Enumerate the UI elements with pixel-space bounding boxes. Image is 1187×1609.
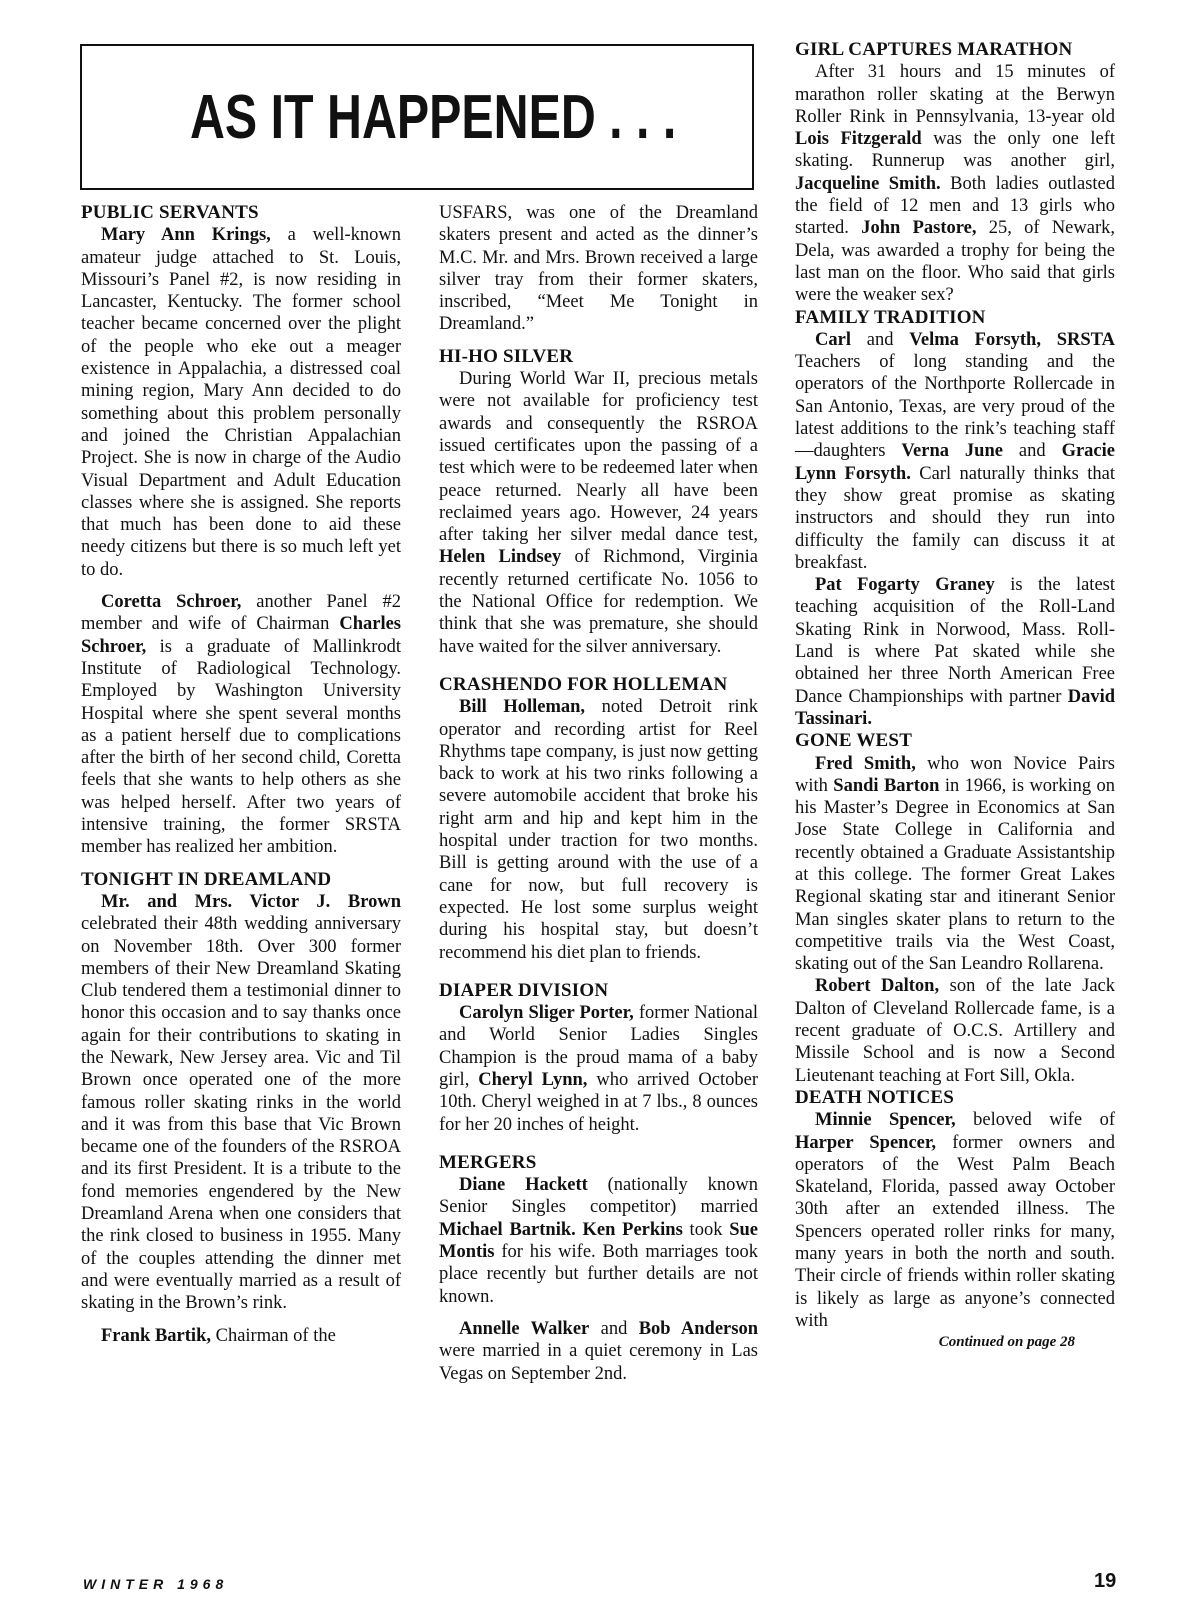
article-paragraph bbox=[81, 224, 401, 581]
name-highlight: David Tassinari. bbox=[795, 686, 1115, 729]
text-run: celebrated their 48th wedding anniversary on November 18th. Over 300 former members of their New Dreamland Skating Club tendered them a testimonial dinner to honor this occasion and to say thanks once again for their contributions to skating in the Newark, New Jersey area. Vic and Til Brown once operated one of the more famous roller skating rinks in the world and it was from this base that Vic Brown became one of the founders of the RSROA and its first President. It is a tribute to the fond memories engendered by the New Dreamland Arena when one considers that the rink closed to business in 1955. Many of the couples attending the dinner met and were eventually married as a result of skating in the Brown’s rink. bbox=[81, 914, 401, 1314]
text-run: Carl naturally thinks that they show great promise as skating instructors and should they run into difficulty the family can discuss it at breakfast. bbox=[795, 463, 1116, 573]
column-3 bbox=[795, 39, 1115, 1352]
text-run: 25, of Newark, Dela, was awarded a trophy for being the last man on the floor. Who said that girls were the weaker sex? bbox=[795, 218, 1116, 306]
section-heading: PUBLIC SERVANTS bbox=[81, 202, 259, 223]
article-paragraph bbox=[795, 61, 1115, 306]
article-paragraph bbox=[439, 368, 758, 658]
text-run: was the only one left skating. Runnerup was another girl, bbox=[795, 129, 1115, 172]
column-1 bbox=[81, 202, 401, 1347]
name-highlight: Mr. and Mrs. Victor J. Brown bbox=[101, 891, 401, 912]
text-run: Both ladies outlasted the field of 12 men and 13 girls who started. bbox=[795, 173, 1115, 239]
text-run: were married in a quiet ceremony in Las Vegas on September 2nd. bbox=[439, 1341, 758, 1384]
text-run: and bbox=[850, 329, 910, 350]
section-heading: DIAPER DIVISION bbox=[439, 979, 609, 1001]
name-highlight: Coretta Schroer, bbox=[101, 592, 242, 613]
text-run: Chairman of the bbox=[210, 1325, 336, 1346]
section-heading: TONIGHT IN DREAMLAND bbox=[81, 868, 332, 890]
text-run: noted Detroit rink operator and recording artist for Reel Rhythms tape company, is just now getting back to work at his two rinks following a severe automobile accident that broke his right arm and hip and kept him in the hospital under traction for two months. Bill is getting around with the use of a cane for now, but full recovery is expected. He lost some surplus weight during his hospital stay, but doesn’t recommend his diet plan to friends. bbox=[439, 697, 758, 963]
section-heading: GIRL CAPTURES MARATHON bbox=[795, 39, 1073, 60]
name-highlight: Carl bbox=[815, 329, 851, 350]
text-run: in 1966, is working on his Master’s Degree in Economics at San Jose State College in California and recently obtained a Graduate Assistantship at this college. The former Great Lakes Regional skating star and itinerant Senior Man singles skater plans to return to the competitive trails via the West Coast, skating out of the San Leandro Rollarena. bbox=[795, 775, 1116, 975]
page-number: 19 bbox=[1094, 1570, 1117, 1592]
text-run: former owners and operators of the West Palm Beach Skateland, Florida, passed away October 30th after an extended illness. The Spencers operated roller rinks for many, many years in both the north and south. Their circle of friends within roller skating is likely as large as anyone’s connected with bbox=[795, 1132, 1115, 1331]
text-run: another Panel #2 member and wife of Chairman bbox=[81, 592, 401, 635]
section-heading: HI-HO SILVER bbox=[439, 345, 574, 367]
text-run: USFARS, was one of the Dreamland skaters present and acted as the dinner’s M.C. Mr. and Mrs. Brown received a large silver tray from their former skaters, inscribed, “Meet Me Tonight in Dreamland.” bbox=[439, 203, 758, 335]
article-paragraph bbox=[81, 1325, 401, 1347]
text-run: son of the late Jack Dalton of Cleveland Rollercade fame, is a recent graduate of O.C.S. Artillery and Missile School and is now a Second Lieutenant teaching at Fort Sill, Okla. bbox=[795, 976, 1115, 1086]
text-run: After 31 hours and 15 minutes of marathon roller skating at the Berwyn Roller Rink in Pennsylvania, 13-year old bbox=[795, 62, 1115, 127]
name-highlight: Carolyn Sliger Porter, bbox=[459, 1003, 634, 1024]
name-highlight: Fred Smith, bbox=[815, 753, 916, 774]
name-highlight: Pat Fogarty Graney bbox=[815, 575, 995, 596]
text-run: Teachers of long standing and the operators of the Northporte Rollercade in San Antonio, Texas, are very proud of the latest additions to the rink’s teaching staff—daughters bbox=[795, 352, 1115, 462]
text-run: who won Novice Pairs with bbox=[795, 753, 1115, 796]
text-run: of Richmond, Virginia recently returned certificate No. 1056 to the National Office for redemption. We think that she was premature, she should have waited for the silver anniversary. bbox=[439, 547, 758, 657]
name-highlight: Verna June bbox=[901, 441, 1003, 462]
text-run: is the latest teaching acquisition of the Roll-Land Skating Rink in Norwood, Mass. Roll-Land is where Pat skated while she obtained her three North American Free Dance Championships with partner bbox=[795, 575, 1115, 707]
name-highlight: Helen Lindsey bbox=[439, 547, 562, 568]
text-run: who arrived October 10th. Cheryl weighed in at 7 lbs., 8 ounces for her 20 inches of height. bbox=[439, 1069, 758, 1135]
text-run: a well-known amateur judge attached to St. Louis, Missouri’s Panel #2, is now residing in Lancaster, Kentucky. The former school teacher became concerned over the plight of the people who eke out a meager existence in Appalachia, a distressed coal mining region, Mary Ann decided to do something about this problem personally and joined the Christian Appalachian Project. She is now in charge of the Audio Visual Department and Adult Education classes where she is assigned. She reports that much has been done to aid these needy citizens but there is so much left yet to do. bbox=[81, 225, 401, 580]
text-run: During World War II, precious metals were not available for proficiency test awards and consequently the RSROA issued certificates upon the passing of a test which were to be redeemed later when peace returned. Nearly all have been reclaimed years ago. However, 24 years after taking her silver medal dance test, bbox=[439, 369, 758, 546]
issue-label: WINTER 1968 bbox=[83, 1576, 229, 1592]
continued-note: Continued on page 28 bbox=[938, 1334, 1075, 1351]
article-paragraph bbox=[795, 975, 1115, 1086]
article-paragraph bbox=[439, 1002, 758, 1136]
section-heading: DEATH NOTICES bbox=[795, 1086, 955, 1108]
name-highlight: Harper Spencer, bbox=[795, 1132, 937, 1153]
article-paragraph bbox=[795, 753, 1115, 976]
name-highlight: Mary Ann Krings, bbox=[101, 225, 271, 246]
name-highlight: Gracie Lynn Forsyth. bbox=[795, 441, 1115, 484]
article-paragraph bbox=[81, 891, 401, 1315]
text-run: and bbox=[1002, 441, 1062, 462]
text-run: and bbox=[589, 1318, 639, 1339]
name-highlight: Robert Dalton, bbox=[815, 976, 940, 997]
name-highlight: Jacqueline Smith. bbox=[795, 173, 941, 194]
name-highlight: Frank Bartik, bbox=[101, 1325, 211, 1346]
text-run: took bbox=[682, 1219, 730, 1240]
name-highlight: Sandi Barton bbox=[833, 775, 940, 796]
section-heading: GONE WEST bbox=[795, 730, 913, 752]
name-highlight: Velma Forsyth, SRSTA bbox=[909, 329, 1115, 350]
article-paragraph bbox=[439, 1174, 758, 1308]
name-highlight: Michael Bartnik. Ken Perkins bbox=[439, 1219, 683, 1240]
article-paragraph bbox=[81, 591, 401, 859]
article-paragraph bbox=[795, 1109, 1115, 1332]
article-paragraph bbox=[795, 329, 1115, 574]
article-paragraph bbox=[439, 696, 758, 964]
name-highlight: Minnie Spencer, bbox=[815, 1110, 956, 1131]
name-highlight: Annelle Walker bbox=[459, 1318, 590, 1339]
name-highlight: Bill Holleman, bbox=[459, 697, 586, 718]
article-paragraph bbox=[795, 574, 1115, 730]
article-paragraph bbox=[439, 202, 758, 336]
text-run: for his wife. Both marriages took place recently but further details are not known. bbox=[439, 1242, 758, 1307]
name-highlight: Lois Fitzgerald bbox=[795, 129, 922, 150]
name-highlight: Diane Hackett bbox=[459, 1175, 588, 1196]
name-highlight: Charles Schroer, bbox=[81, 614, 401, 657]
section-heading: FAMILY TRADITION bbox=[795, 306, 986, 328]
name-highlight: John Pastore, bbox=[861, 218, 977, 239]
name-highlight: Bob Anderson bbox=[638, 1318, 758, 1339]
text-run: is a graduate of Mallinkrodt Institute of Radiological Technology. Employed by Washington University Hospital where she spent several months as a patient herself due to complications after the birth of her second child, Coretta feels that she wants to help others as she was helped herself. After two years of intensive training, the former SRSTA member has realized her ambition. bbox=[81, 636, 401, 858]
text-run: former National and World Senior Ladies Singles Champion is the proud mama of a baby girl, bbox=[439, 1003, 758, 1090]
article-paragraph bbox=[439, 1318, 758, 1385]
page-title: AS IT HAPPENED . . . bbox=[190, 83, 677, 152]
text-run: (nationally known Senior Singles competitor) married bbox=[439, 1175, 758, 1218]
section-heading: CRASHENDO FOR HOLLEMAN bbox=[439, 673, 728, 695]
column-2 bbox=[439, 202, 758, 1385]
text-run: beloved wife of bbox=[955, 1110, 1115, 1131]
masthead-box bbox=[80, 44, 754, 190]
name-highlight: Cheryl Lynn, bbox=[478, 1069, 588, 1090]
name-highlight: Sue Montis bbox=[439, 1219, 758, 1263]
section-heading: MERGERS bbox=[439, 1151, 537, 1173]
